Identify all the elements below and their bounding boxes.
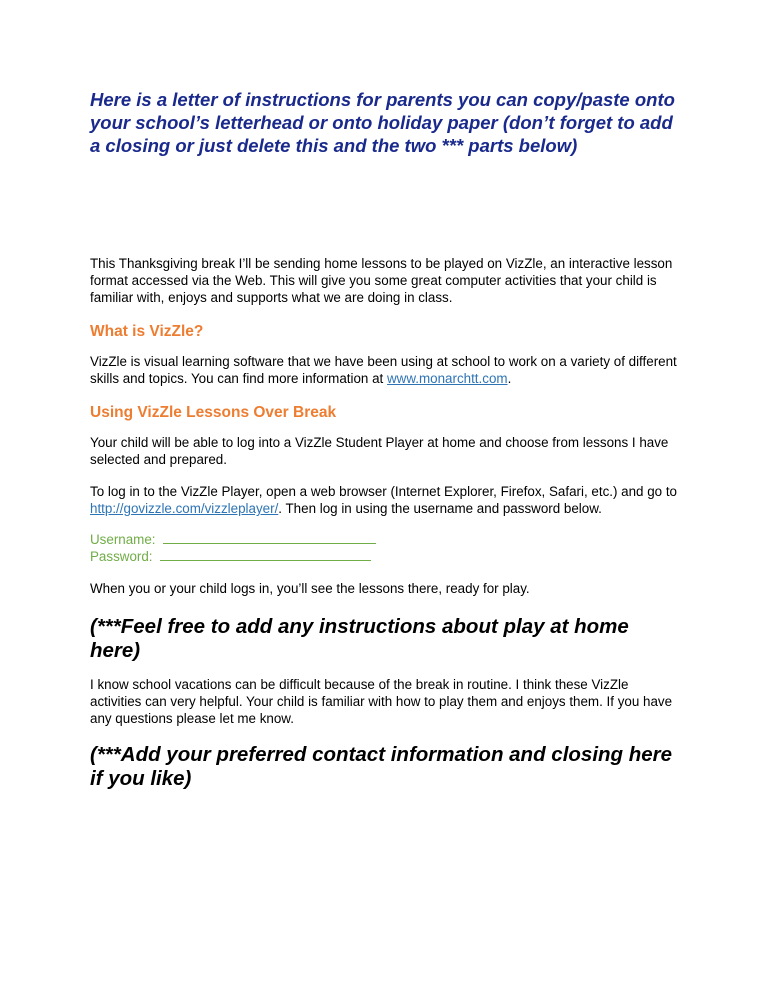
login-text: To log in to the VizZle Player, open a web browser (Internet Explorer, Firefox, Safari, etc.) and go to — [90, 484, 678, 499]
username-label: Username: — [90, 532, 156, 547]
password-label: Password: — [90, 549, 153, 564]
what-text: VizZle is visual learning software that we have been using at school to work on a variety of different skills and topics. You can find more information at — [90, 354, 677, 386]
what-text-end: . — [507, 371, 512, 386]
contact-heading: (***Add your preferred contact information and closing here if you like) — [90, 743, 673, 790]
username-row — [90, 531, 682, 548]
password-blank — [160, 548, 371, 561]
username-blank — [163, 531, 376, 544]
what-is-vizzle-paragraph — [90, 353, 682, 387]
using-vizzle-heading: Using VizZle Lessons Over Break — [90, 404, 337, 421]
opening-paragraph: This Thanksgiving break I’ll be sending home lessons to be played on VizZle, an interactive lesson format accessed via the Web. This will give you some great computer activities that your child is familiar with, enjoys and supports what we are doing in class. — [90, 256, 673, 305]
ready-paragraph: When you or your child logs in, you’ll see the lessons there, ready for play. — [90, 581, 530, 596]
password-row — [90, 548, 682, 565]
intro-title: Here is a letter of instructions for parents you can copy/paste onto your school’s letterhead or onto holiday paper (don’t forget to add a closing or just delete this and the two *** parts below) — [90, 89, 675, 156]
home-instructions-heading: (***Feel free to add any instructions about play at home here) — [90, 615, 629, 662]
letter-page — [90, 88, 682, 791]
vizzle-player-link[interactable]: http://govizzle.com/vizzleplayer/ — [90, 501, 279, 516]
what-is-vizzle-heading: What is VizZle? — [90, 323, 204, 340]
vacation-paragraph: I know school vacations can be difficult because of the break in routine. I think these VizZle activities can very helpful. Your child is familiar with how to play them and enjoys them. If you have any questions please let me know. — [90, 677, 673, 726]
login-paragraph — [90, 483, 682, 517]
monarch-link[interactable]: www.monarchtt.com — [387, 371, 508, 386]
using-vizzle-paragraph: Your child will be able to log into a VizZle Student Player at home and choose from lessons I have selected and prepared. — [90, 435, 669, 467]
login-text-end: . Then log in using the username and password below. — [278, 501, 602, 516]
